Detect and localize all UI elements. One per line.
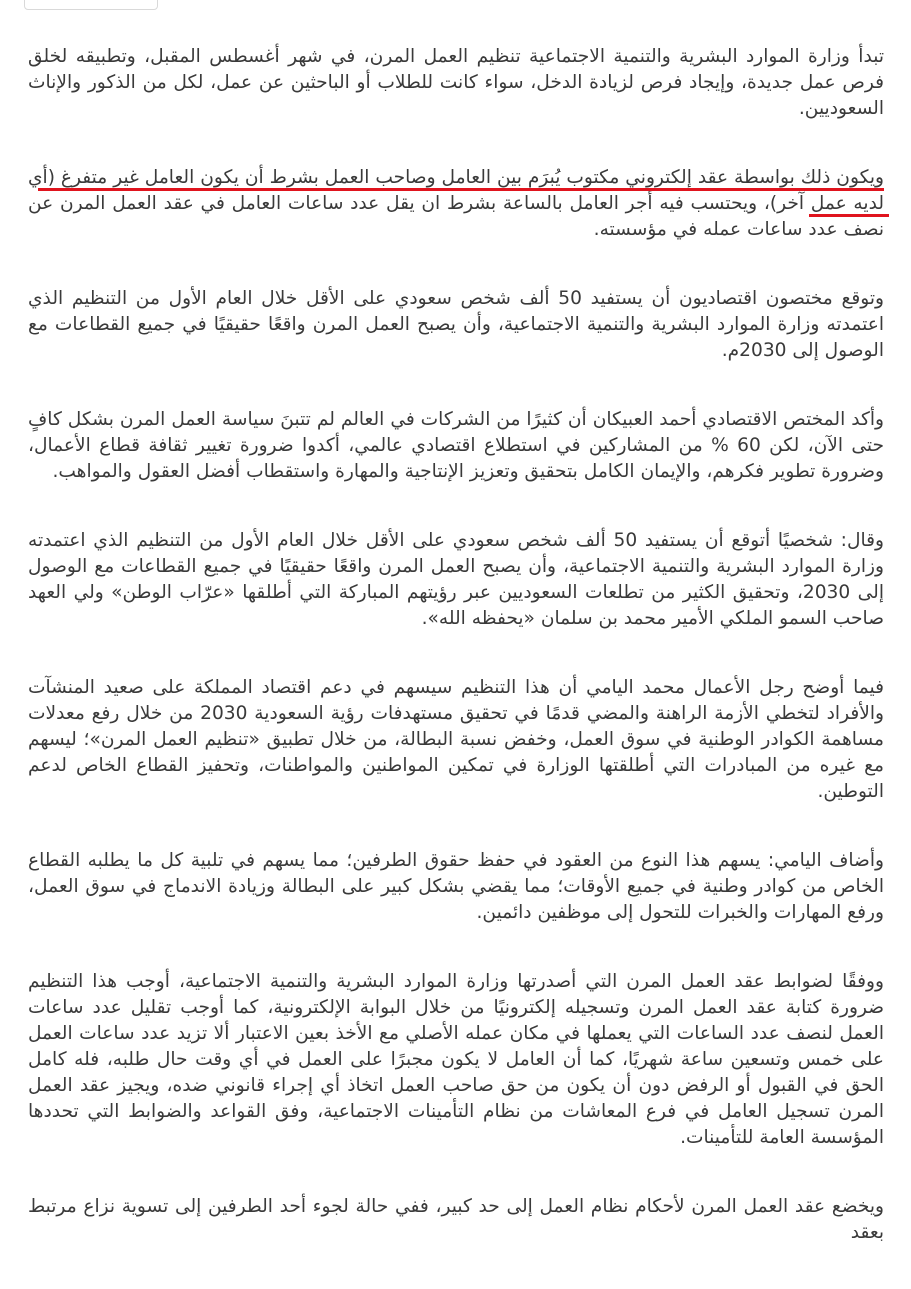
article-paragraph-6: فيما أوضح رجل الأعمال محمد اليامي أن هذا التنظيم سيسهم في دعم اقتصاد المملكة على صعيد المنشآت والأفراد لتخطي الأزمة الراهنة والمضي قدمًا في تحقيق مستهدفات رؤية السعودية 2030 من خلال رفع معدلات مساهمة الكوادر الوطنية في سوق العمل، وخفض نسبة البطالة، من خلال تطبيق «تنظيم العمل المرن»؛ ليسهم مع غيره من المبادرات التي أطلقتها الوزارة في تمكين المواطنين والمواطنات، وتحفيز القطاع الخاص لدعم التوطين. (28, 677, 884, 802)
article-paragraph-4: وأكد المختص الاقتصادي أحمد العبيكان أن كثيرًا من الشركات في العالم لم تتبنَ سياسة العمل المرن بشكل كافٍ حتى الآن، لكن 60 % من المشاركين في استطلاع اقتصادي عالمي، أكدوا ضرورة تغيير ثقافة قطاع الأعمال، وضرورة تطوير فكرهم، والإيمان الكامل بتحقيق وتعزيز الإنتاجية والمهارة واستقطاب أفضل العقول والمواهب. (28, 409, 884, 482)
top-toolbar-chip[interactable] (24, 0, 158, 10)
article-body (28, 44, 884, 1289)
article-paragraph-2 (28, 165, 884, 243)
article-paragraph-5: وقال: شخصيًا أتوقع أن يستفيد 50 ألف شخص سعودي على الأقل خلال العام الأول من التنظيم الذي اعتمدته وزارة الموارد البشرية والتنمية الاجتماعية، وأن يصبح العمل المرن واقعًا حقيقيًا في جميع القطاعات مع الوصول إلى 2030، وتحقيق الكثير من تطلعات السعوديين عبر رؤيتهم المباركة التي أطلقها «عرّاب الوطن» ولي العهد صاحب السمو الملكي الأمير محمد بن سلمان «يحفظه الله». (28, 530, 884, 629)
red-underline-mark-continuation (809, 214, 889, 217)
article-paragraph-7: وأضاف اليامي: يسهم هذا النوع من العقود في حفظ حقوق الطرفين؛ مما يسهم في تلبية كل ما يطلبه القطاع الخاص من كوادر وطنية في جميع الأوقات؛ مما يقضي بشكل كبير على البطالة وزيادة الاندماج في سوق العمل، ورفع المهارات والخبرات للتحول إلى موظفين دائمين. (28, 850, 884, 923)
red-underline-mark (38, 188, 884, 191)
article-paragraph-1: تبدأ وزارة الموارد البشرية والتنمية الاجتماعية تنظيم العمل المرن، في شهر أغسطس المقبل، وتطبيقه لخلق فرص عمل جديدة، وإيجاد فرص لزيادة الدخل، سواء كانت للطلاب أو الباحثين عن عمل، لكل من الذكور والإناث السعوديين. (28, 46, 884, 119)
article-paragraph-8: ووفقًا لضوابط عقد العمل المرن التي أصدرتها وزارة الموارد البشرية والتنمية الاجتماعية، أوجب هذا التنظيم ضرورة كتابة عقد العمل المرن وتسجيله إلكترونيًا من خلال البوابة الإلكترونية، كما أوجب تقليل عدد ساعات العمل لنصف عدد الساعات التي يعملها في مكان عمله الأصلي مع الأخذ بعين الاعتبار ألا تزيد عدد ساعات العمل على خمس وتسعين ساعة شهريًا، كما أن العامل لا يكون مجبرًا على العمل في أي وقت حال طلبه، فله كامل الحق في القبول أو الرفض دون أن يكون من حق صاحب العمل اتخاذ أي إجراء قانوني ضده، ويجيز عقد العمل المرن تسجيل العامل في فرع المعاشات من نظام التأمينات الاجتماعية، وفق القواعد والضوابط التي تحددها المؤسسة العامة للتأمينات. (28, 971, 884, 1148)
article-paragraph-2-text: ويكون ذلك بواسطة عقد إلكتروني مكتوب يُبرَم بين العامل وصاحب العمل بشرط أن يكون العامل غير متفرغ (أي لديه عمل آخر)، ويحتسب فيه أجر العامل بالساعة بشرط ان يقل عدد ساعات العامل في عقد العمل المرن عن نصف عدد ساعات عمله في مؤسسته. (28, 167, 884, 240)
article-paragraph-3: وتوقع مختصون اقتصاديون أن يستفيد 50 ألف شخص سعودي على الأقل خلال العام الأول من التنظيم الذي اعتمدته وزارة الموارد البشرية والتنمية الاجتماعية، وأن يصبح العمل المرن واقعًا حقيقيًا في جميع القطاعات مع الوصول إلى 2030م. (28, 288, 884, 361)
article-paragraph-9: ويخضع عقد العمل المرن لأحكام نظام العمل إلى حد كبير، ففي حالة لجوء أحد الطرفين إلى تسوية نزاع مرتبط بعقد (28, 1196, 884, 1243)
